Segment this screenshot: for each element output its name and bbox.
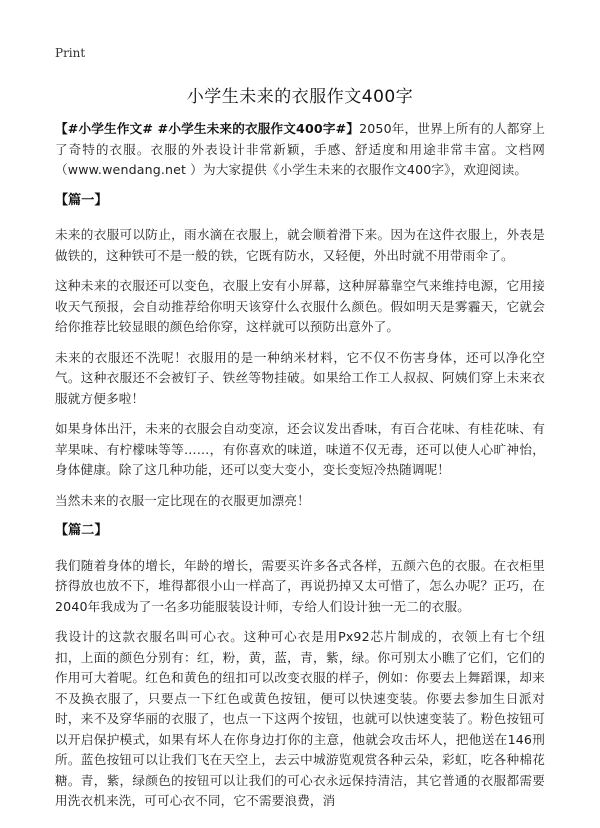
page-title: 小学生未来的衣服作文400字 <box>186 87 414 107</box>
intro-paragraph <box>55 119 545 181</box>
section-heading-1: 【篇一】 <box>55 192 108 208</box>
print-link[interactable]: Print <box>55 46 86 60</box>
intro-tag: 【#小学生作文# #小学生未来的衣服作文400字#】 <box>55 121 360 136</box>
article-body <box>55 119 545 822</box>
section-2-paragraph: 我设计的这款衣服名叫可心衣。这种可心衣是用Px92芯片制成的，衣领上有七个纽扣，上面的颜色分别有：红，粉，黄，蓝，青，紫，绿。你可别太小瞧了它们，它们的作用可大着呢。红色和黄色的纽扣可以改变衣服的样子，例如：你要去上舞蹈课，却来不及换衣服了，只要点一下红色或黄色按钮，便可以快速变装。你要去参加生日派对时，来不及穿华丽的衣服了，也点一下这两个按钮，也就可以快速变装了。粉色按钮可以开启保护模式，如果有坏人在你身边打你的主意，他就会攻击坏人，把他送在146刑所。蓝色按钮可以让我们飞在天空上，去云中城游览观赏各种云朵，彩虹，吃各种棉花糖。青，紫，绿颜色的按钮可以让我们的可心衣永远保持清洁，其它普通的衣服都需要用洗衣机来洗，可可心衣不同，它不需要浪费，消 <box>55 629 545 808</box>
section-1-paragraph: 如果身体出汗，未来的衣服会自动变凉，还会议发出香味，有百合花味、有桂花味、有苹果味、有柠檬味等等……，有你喜欢的味道，味道不仅无毒，还可以使人心旷神怡，身体健康。除了这几种功能，还可以变大变小，变长变短冷热随调呢！ <box>55 421 545 477</box>
section-heading-2: 【篇二】 <box>55 523 108 538</box>
section-1-paragraph: 这种未来的衣服还可以变色，衣服上安有小屏幕，这种屏幕靠空气来维持电源，它用接收天气预报，会自动推荐给你明天该穿什么衣服什么颜色。假如明天是雾霾天，它就会给你推荐比较显眼的颜色给你穿，这样就可以预防出意外了。 <box>55 278 545 334</box>
section-1-paragraph: 未来的衣服可以防止，雨水滴在衣服上，就会顺着滑下来。因为在这件衣服上，外表是做铁的，这种铁可不是一般的铁，它既有防水，又轻便，外出时就不用带雨伞了。 <box>55 227 545 263</box>
intro-text: 2050年，世界上所有的人都穿上了奇特的衣服。衣服的外表设计非常新颖，手感、舒适度和用途非常丰富。文档网（www.wendang.net ）为大家提供《小学生未来的衣服作文400字》，欢迎阅读。 <box>55 121 546 177</box>
section-1-paragraph: 未来的衣服还不洗呢！衣服用的是一种纳米材料，它不仅不伤害身体，还可以净化空气。这种衣服还不会被钉子、铁丝等物挂破。如果给工作工人叔叔、阿姨们穿上未来衣服就方便多啦！ <box>55 349 545 406</box>
section-1-paragraph: 当然未来的衣服一定比现在的衣服更加漂亮！ <box>55 492 310 508</box>
section-2-paragraph: 我们随着身体的增长，年龄的增长，需要买许多各式各样，五颜六色的衣服。在衣柜里挤得放也放不下，堆得都很小山一样高了，再说扔掉又太可惜了，怎么办呢？正巧，在2040年我成为了一名多功能服装设计师，专给人们设计独一无二的衣服。 <box>55 557 545 614</box>
